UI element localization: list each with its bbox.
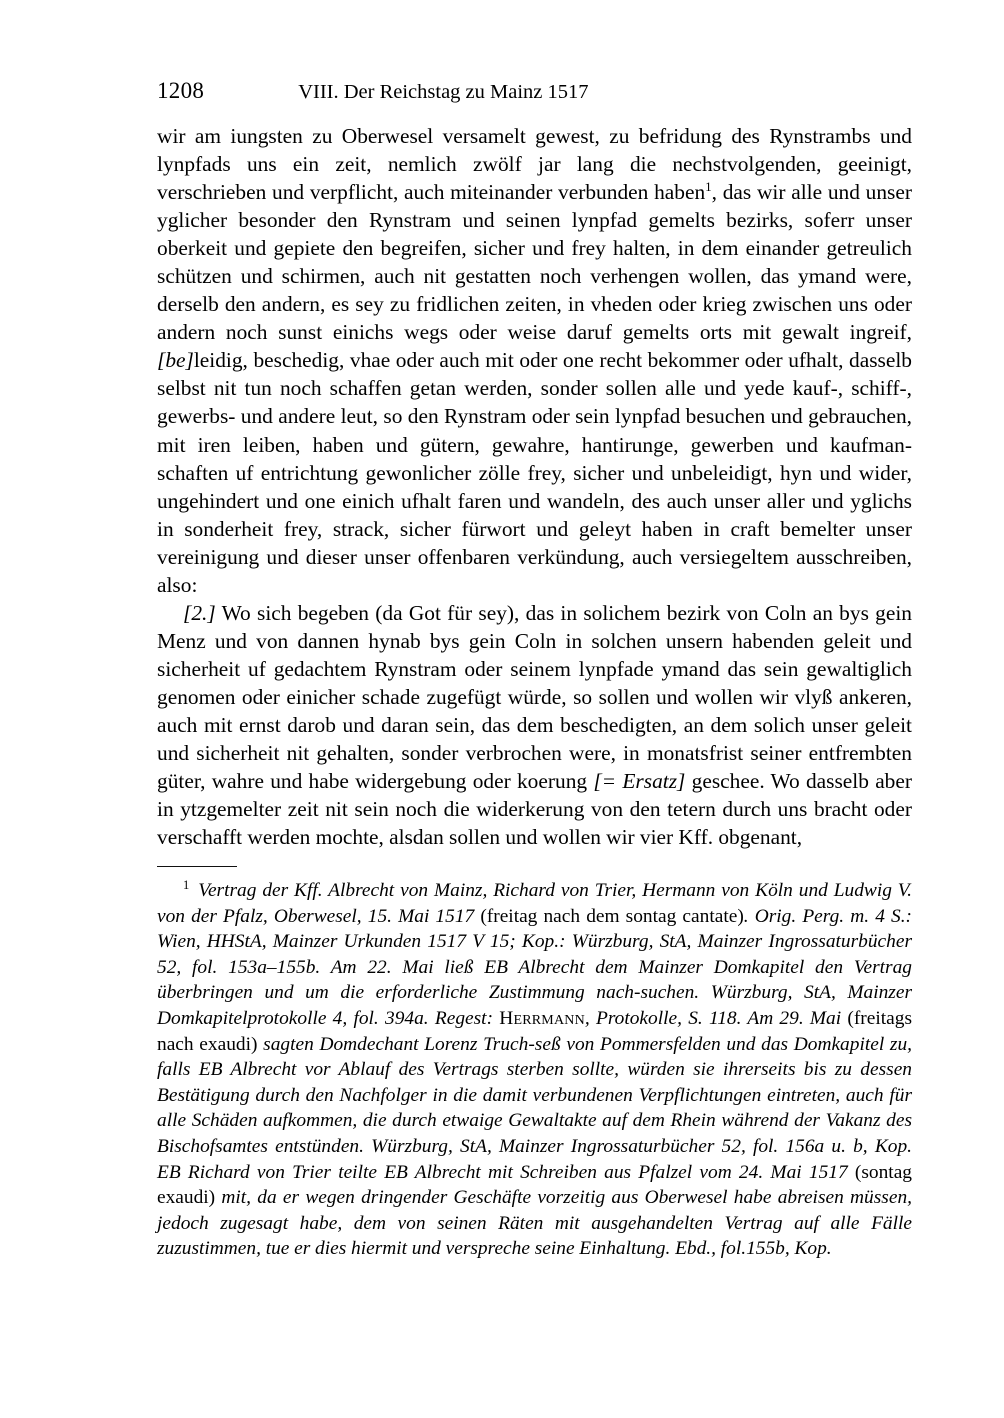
paragraph-continuation: wir am iungsten zu Oberwesel versamelt gewest, zu befridung des Rynstrambs und lynpfads uns ein zeit, nemlich zwölf jar lang die nechstvolgenden, geeinigt, verschrieben und verpflicht, auch miteinander verbunden haben$^1$, das wir alle und unser yglicher besonder den Rynstram und seinen lynpfad gemelts bezirks, soferr unser oberkeit und gepiete den begreifen, sicher und frey halten, in dem einander getreulich schützen und schirmen, auch nit gestatten noch verhengen wollen, das ymand were, derselb den andern, es sey zu fridlichen zeiten, in vheden oder krieg zwischen uns oder andern noch sunst einichs wegs oder weise daruf gemelts orts mit gewalt ingreif, [be]leidig, beschedig, vhae oder auch mit oder one recht bekommer oder ufhalt, dasselb selbst nit tun noch schaffen getan werden, sonder sollen alle und yede kauf-, schiff-, gewerbs- und andere leut, so den Rynstram oder sein lynpfad besuchen und gebrauchen, mit iren leiben, haben und gütern, gewahre, hantirunge, gewerben und kaufman-schaften uf entrichtung gewonlicher zölle frey, sicher und unbeleidigt, hyn und wider, ungehindert und one einich ufhalt faren und wandeln, des auch unser aller und yglichs in sonderheit frey, strack, sicher fürwort und geleyt haben in craft bemelter unser vereinigung und dieser unser offenbaren verkündung, auch versiegeltem ausschreiben, also: [157, 124, 912, 597]
footnote-1: $^1$ Vertrag der Kff. Albrecht von Mainz, Richard von Trier, Hermann von Köln und Ludwig V. von der Pfalz, Oberwesel, 15. Mai 1517 (freitag nach dem sontag cantate). Orig. Perg. m. 4 S.: Wien, HHStA, Mainzer Urkunden 1517 V 15; Kop.: Würzburg, StA, Mainzer Ingrossaturbücher 52, fol. 153a–155b. Am 22. Mai ließ EB Albrecht dem Mainzer Domkapitel den Vertrag überbringen und um die erforderliche Zustimmung nach-suchen. Würzburg, StA, Mainzer Domkapitelprotokolle 4, fol. 394a. Regest: Herrmann, Protokolle, S. 118. Am 29. Mai (freitags nach exaudi) sagten Domdechant Lorenz Truch-seß von Pommersfelden und das Domkapitel zu, falls EB Albrecht vor Ablauf des Vertrags sterben sollte, würden sie ihrerseits bis zu dessen Bestätigung durch den Nachfolger in die damit verbundenen Verpflichtungen eintreten, auch für alle Schäden aufkommen, die durch etwaige Gewaltakte auf dem Rhein während der Vakanz des Bischofsamtes entstünden. Würzburg, StA, Mainzer Ingrossaturbücher 52, fol. 156a u. b, Kop. EB Richard von Trier teilte EB Albrecht mit Schreiben aus Pfalzel vom 24. Mai 1517 (sontag exaudi) mit, da er wegen dringender Geschäfte vorzeitig aus Oberwesel habe abreisen müssen, jedoch zugesagt habe, dem von seinen Räten mit ausgehandelten Vertrag auf alle Fälle zuzustimmen, tue er dies hiermit und verspreche seine Einhaltung. Ebd., fol.155b, Kop. [157, 877, 913, 1260]
body-text [157, 122, 912, 851]
paragraph-section-2: [2.] Wo sich begeben (da Got für sey), das in solichem bezirk von Coln an bys gein Menz und von dannen hynab bys gein Coln in solchen unsern habenden geleit und sicherheit uf gedachtem Rynstram oder seinem lynpfade ymand das sein gewaltiglich genomen oder einicher schade zugefügt würde, so sollen und wollen wir vlyß ankeren, auch mit ernst darob und daran sein, das dem beschedigten, an dem solich unser geleit und sicherheit nit gehalten, sonder verbrochen were, in monatsfrist seiner entfrembten güter, wahre und habe widergebung oder koerung [= Ersatz] geschee. Wo dasselb aber in ytzgemelter zeit nit sein noch die widerkerung von den tetern durch uns bracht oder verschafft werden mochte, alsdan sollen und wollen wir vier Kff. obgenant, [157, 600, 912, 850]
footnote-separator-rule [157, 866, 237, 867]
running-head [157, 78, 912, 104]
footnote-area [157, 878, 912, 1262]
page-number: 1208 [157, 78, 205, 103]
running-head-title: VIII. Der Reichstag zu Mainz 1517 [298, 81, 589, 103]
